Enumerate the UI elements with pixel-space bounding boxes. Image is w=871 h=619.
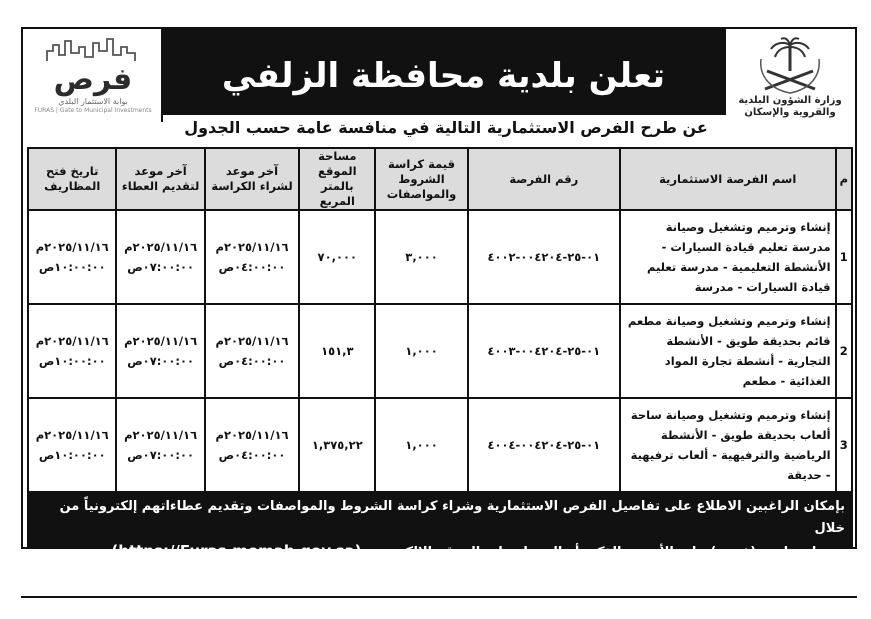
opportunity-number: ٠١-٢٥-٠٠٤٢٠٤-٤٠٠٤ <box>468 398 620 492</box>
envelope-opening <box>28 304 116 398</box>
booklet-value: ١,٠٠٠ <box>375 304 467 398</box>
site-area: ١,٣٧٥,٢٢ <box>299 398 375 492</box>
column-header-index: م <box>836 148 852 210</box>
submission-deadline <box>116 398 204 492</box>
submission-time: ٠٧:٠٠:٠٠ص <box>127 354 194 368</box>
footer-notice <box>27 491 853 560</box>
purchase-time: ٠٤:٠٠:٠٠ص <box>218 354 286 368</box>
footer-line-2 <box>35 540 845 564</box>
column-header-area: مساحة الموقع بالمتر المربع <box>299 148 375 210</box>
purchase-deadline <box>205 210 300 304</box>
table-row <box>28 210 852 304</box>
footer-line-2-text: تحميل تطبيق (فرص) على الأجهزة الذكية أو الدخول على الموقع الالكتروني <box>366 545 845 560</box>
opening-date: ٢٠٢٥/١١/١٦م <box>35 240 109 254</box>
row-index: 2 <box>836 304 852 398</box>
purchase-deadline <box>205 304 300 398</box>
bottom-divider <box>21 596 857 598</box>
opportunity-number: ٠١-٢٥-٠٠٤٢٠٤-٤٠٠٢ <box>468 210 620 304</box>
skyline-icon <box>45 37 141 63</box>
purchase-date: ٢٠٢٥/١١/١٦م <box>215 240 289 254</box>
page-title: تعلن بلدية محافظة الزلفي <box>221 56 666 96</box>
table-row <box>28 398 852 492</box>
column-header-booklet-value: قيمة كراسة الشروط والمواصفات <box>375 148 467 210</box>
furas-website-link[interactable]: (https://Furas.momah.gov.sa) <box>111 542 362 560</box>
submission-date: ٢٠٢٥/١١/١٦م <box>124 240 198 254</box>
ministry-logo <box>731 37 849 137</box>
opportunities-table <box>27 147 853 493</box>
table-row <box>28 304 852 398</box>
furas-logo-word: فرص <box>53 62 133 97</box>
purchase-time: ٠٤:٠٠:٠٠ص <box>218 260 286 274</box>
column-header-purchase-deadline: آخر موعد لشراء الكراسة <box>205 148 300 210</box>
opening-time: ١٠:٠٠:٠٠ص <box>38 260 106 274</box>
page-subtitle: عن طرح الفرص الاستثمارية التالية في منافسة عامة حسب الجدول <box>163 115 729 141</box>
column-header-submission-deadline: آخر موعد لتقديم العطاء <box>116 148 204 210</box>
table-header-row <box>28 148 852 210</box>
booklet-value: ٣,٠٠٠ <box>375 210 467 304</box>
opening-date: ٢٠٢٥/١١/١٦م <box>35 334 109 348</box>
ministry-name-line-1: وزارة الشؤون البلدية <box>738 95 842 106</box>
column-header-name: اسم الفرصة الاستثمارية <box>620 148 836 210</box>
purchase-deadline <box>205 398 300 492</box>
submission-deadline <box>116 210 204 304</box>
submission-date: ٢٠٢٥/١١/١٦م <box>124 334 198 348</box>
row-index: 1 <box>836 210 852 304</box>
opportunity-number: ٠١-٢٥-٠٠٤٢٠٤-٤٠٠٣ <box>468 304 620 398</box>
furas-logo-subtitle: بوابة الاستثمار البلدي <box>58 97 128 106</box>
column-header-number: رقم الفرصة <box>468 148 620 210</box>
submission-deadline <box>116 304 204 398</box>
header <box>23 29 855 144</box>
row-index: 3 <box>836 398 852 492</box>
column-header-envelope-opening: تاريخ فتح المظاريف <box>28 148 116 210</box>
furas-logo-english: FURAS | Gate to Municipal Investments <box>34 107 152 114</box>
envelope-opening <box>28 398 116 492</box>
title-banner <box>161 29 726 122</box>
site-area: ٧٠,٠٠٠ <box>299 210 375 304</box>
ministry-name-line-2: والقروية والإسكان <box>744 107 836 118</box>
opportunity-name: إنشاء وترميم وتشغيل وصيانة مدرسة تعليم قيادة السيارات - الأنشطة التعليمية - مدرسة تعليم قيادة السيارات - مدرسة <box>620 210 836 304</box>
opening-time: ١٠:٠٠:٠٠ص <box>38 354 106 368</box>
opportunity-name: إنشاء وترميم وتشغيل وصيانة مطعم قائم بحديقة طويق - الأنشطة التجارية - أنشطة تجارة المواد الغذائية - مطعم <box>620 304 836 398</box>
site-area: ١٥١,٣ <box>299 304 375 398</box>
opportunity-name: إنشاء وترميم وتشغيل وصيانة ساحة ألعاب بحديقة طويق - الأنشطة الرياضية والترفيهية - ألعاب ترفيهية - حديقة <box>620 398 836 492</box>
purchase-time: ٠٤:٠٠:٠٠ص <box>218 448 286 462</box>
opening-date: ٢٠٢٥/١١/١٦م <box>35 428 109 442</box>
opening-time: ١٠:٠٠:٠٠ص <box>38 448 106 462</box>
submission-time: ٠٧:٠٠:٠٠ص <box>127 260 194 274</box>
furas-logo <box>29 37 157 137</box>
envelope-opening <box>28 210 116 304</box>
palm-swords-emblem-icon <box>755 37 825 95</box>
booklet-value: ١,٠٠٠ <box>375 398 467 492</box>
purchase-date: ٢٠٢٥/١١/١٦م <box>215 428 289 442</box>
submission-time: ٠٧:٠٠:٠٠ص <box>127 448 194 462</box>
submission-date: ٢٠٢٥/١١/١٦م <box>124 428 198 442</box>
footer-line-1: بإمكان الراغبين الاطلاع على تفاصيل الفرص الاستثمارية وشراء كراسة الشروط والمواصفات وتقديم عطاءاتهم إلكترونياً من خلال <box>59 499 845 536</box>
advertisement-frame <box>21 27 857 560</box>
purchase-date: ٢٠٢٥/١١/١٦م <box>215 334 289 348</box>
